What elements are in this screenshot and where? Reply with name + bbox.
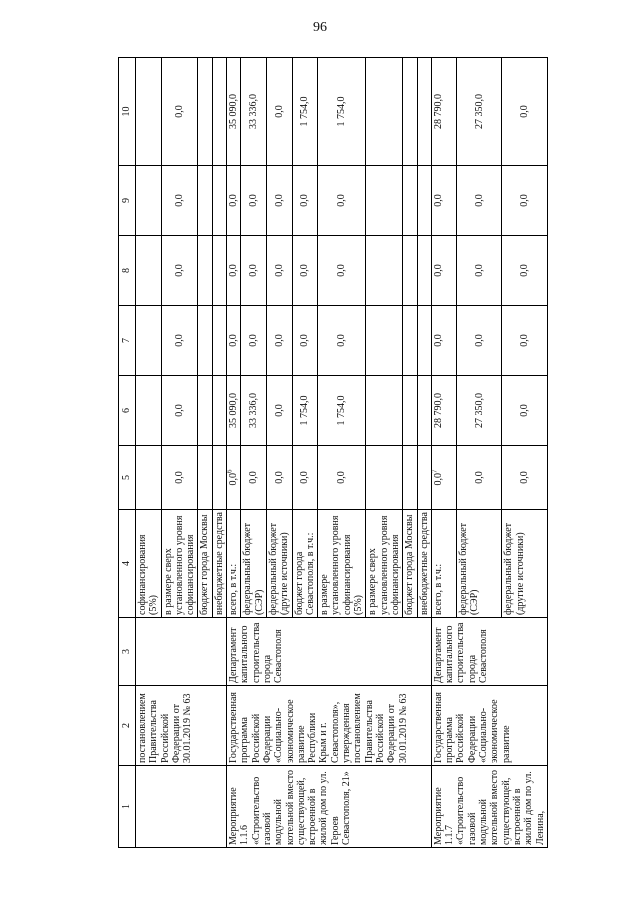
cell-value: 0,0 bbox=[227, 306, 241, 376]
header-row bbox=[119, 58, 136, 848]
footnote-mark: 7 bbox=[430, 469, 439, 473]
m6-row-label: в размере установленного уровня софинансирования (5%) bbox=[318, 510, 366, 618]
cell-value: 0,0 bbox=[161, 446, 198, 510]
cell-value: 0,0 bbox=[161, 236, 198, 306]
cell-value: 0,0 bbox=[161, 306, 198, 376]
cell-value: 28 790,0 bbox=[431, 58, 456, 166]
cell-value: 0,0 bbox=[502, 306, 547, 376]
cell-value: 1 754,0 bbox=[318, 58, 366, 166]
header-col-6: 6 bbox=[119, 376, 136, 446]
m6-row-label: всего, в т.ч.: bbox=[227, 510, 241, 618]
cell-value: 28 790,0 bbox=[431, 376, 456, 446]
cell-value: 27 350,0 bbox=[457, 58, 502, 166]
cell-value: 0,0 bbox=[457, 446, 502, 510]
cell-value: $0,0^7$ bbox=[431, 446, 456, 510]
header-col-1: 1 bbox=[119, 766, 136, 848]
cell-value: 0,0 bbox=[431, 306, 456, 376]
m7-measure-name: Мероприятие 1.1.7 «Строительство газовой модульной котельной вместо существующей, встроенной в жилой дом по ул. Ленина, bbox=[431, 766, 547, 848]
cont-legal-basis: постановлением Правительства Российской Федерации от 30.01.2019 № 63 bbox=[136, 686, 227, 766]
cell-value: 0,0 bbox=[502, 166, 547, 236]
cell-value: 0,0 bbox=[431, 236, 456, 306]
cell-value: 27 350,0 bbox=[457, 376, 502, 446]
header-col-3: 3 bbox=[119, 618, 136, 686]
cell-value: 0,0 bbox=[502, 446, 547, 510]
cell-value: 0,0 bbox=[292, 236, 318, 306]
header-col-7: 7 bbox=[119, 306, 136, 376]
cell-value: 0,0 bbox=[502, 58, 547, 166]
cell-value: 0,0 bbox=[266, 166, 292, 236]
cell-value: 1 754,0 bbox=[292, 58, 318, 166]
table-row bbox=[136, 58, 162, 848]
footnote-mark: 6 bbox=[225, 469, 234, 473]
m7-row-label: федеральный бюджет (СЭР) bbox=[457, 510, 502, 618]
m6-row-label: бюджет города Севастополя, в т.ч.: bbox=[292, 510, 318, 618]
header-col-4: 4 bbox=[119, 510, 136, 618]
cell-value: 33 336,0 bbox=[241, 376, 267, 446]
cell-value: 0,0 bbox=[241, 236, 267, 306]
cell-value: 0,0 bbox=[292, 306, 318, 376]
cell-value: 0,0 bbox=[318, 166, 366, 236]
header-col-5: 5 bbox=[119, 446, 136, 510]
cell-value: 0,0 bbox=[266, 446, 292, 510]
cell-value: 0,0 bbox=[502, 376, 547, 446]
m7-row-label: федеральный бюджет (другие источники) bbox=[502, 510, 547, 618]
cell-value: 0,0 bbox=[241, 306, 267, 376]
m6-row-label: федеральный бюджет (СЭР) bbox=[241, 510, 267, 618]
cell-value: 0,0 bbox=[318, 446, 366, 510]
cell-value: 0,0 bbox=[292, 446, 318, 510]
table-row bbox=[431, 58, 456, 848]
cell-value: 0,0 bbox=[266, 306, 292, 376]
header-col-8: 8 bbox=[119, 236, 136, 306]
cell-value: 0,0 bbox=[318, 306, 366, 376]
cell-value: 0,0 bbox=[227, 236, 241, 306]
cell-value: 0,0 bbox=[227, 166, 241, 236]
header-col-9: 9 bbox=[119, 166, 136, 236]
cell-value: 35 090,0 bbox=[227, 58, 241, 166]
cell-value: 0,0 bbox=[241, 446, 267, 510]
cell-value: 0,0 bbox=[161, 58, 198, 166]
m7-executor: Департамент капитального строительства города Севастополя bbox=[431, 618, 547, 686]
cont-subrow-label: внебюджетные средства bbox=[212, 510, 226, 618]
m6-row-label: в размере сверх установленного уровня софинансирования bbox=[366, 510, 403, 618]
cell-value: 0,0 bbox=[292, 166, 318, 236]
cell-value: 35 090,0 bbox=[227, 376, 241, 446]
cell-value: 0,0 bbox=[266, 376, 292, 446]
cont-subrow-label: в размере сверх установленного уровня софинансирования bbox=[161, 510, 198, 618]
m6-executor: Департамент капитального строительства города Севастополя bbox=[227, 618, 432, 686]
cont-subrow-label: софинансирования (5%) bbox=[136, 510, 162, 618]
cont-executor bbox=[136, 618, 227, 686]
cell-value: 0,0 bbox=[457, 236, 502, 306]
cell-value: 0,0 bbox=[241, 166, 267, 236]
cont-col1 bbox=[136, 766, 227, 848]
m6-measure-name: Мероприятие 1.1.6 «Строительство газовой модульной котельной вместо существующей, встроенной в жилой дом по ул. Героев Севастополя, 21» bbox=[227, 766, 432, 848]
cell-value: 0,0 bbox=[161, 376, 198, 446]
page-number: 96 bbox=[313, 20, 327, 35]
m6-row-label: бюджет города Москвы bbox=[403, 510, 417, 618]
cell-value: 0,0 bbox=[318, 236, 366, 306]
cell-value: 0,0 bbox=[457, 306, 502, 376]
header-col-2: 2 bbox=[119, 686, 136, 766]
cell-value: 1 754,0 bbox=[292, 376, 318, 446]
cell-value: 0,0 bbox=[161, 166, 198, 236]
header-col-10: 10 bbox=[119, 58, 136, 166]
cont-subrow-label: бюджет города Москвы bbox=[198, 510, 212, 618]
cell-value: 1 754,0 bbox=[318, 376, 366, 446]
m7-row-label: всего, в т.ч.: bbox=[431, 510, 456, 618]
m6-legal-basis: Государственная программа Российской Федерации «Социально-экономическое развитие Республики Крым и г. Севастополя», утвержденная постановлением Правительства Российской Федерации от 30.01.2019 № 63 bbox=[227, 686, 432, 766]
cell-value: 0,0 bbox=[431, 166, 456, 236]
cell-value: 33 336,0 bbox=[241, 58, 267, 166]
rotated-table-wrapper bbox=[118, 58, 610, 848]
cell-value: 0,0 bbox=[266, 58, 292, 166]
cell-value: 0,0 bbox=[457, 166, 502, 236]
m7-legal-basis: Государственная программа Российской Федерации «Социально-экономическое развитие bbox=[431, 686, 547, 766]
cell-value: 0,0 bbox=[266, 236, 292, 306]
m6-row-label: внебюджетные средства bbox=[417, 510, 431, 618]
cell-value: 0,0 bbox=[502, 236, 547, 306]
m6-row-label: федеральный бюджет (другие источники) bbox=[266, 510, 292, 618]
cell-value: $0,0^6$ bbox=[227, 446, 241, 510]
budget-table bbox=[118, 57, 548, 848]
table-row bbox=[227, 58, 241, 848]
